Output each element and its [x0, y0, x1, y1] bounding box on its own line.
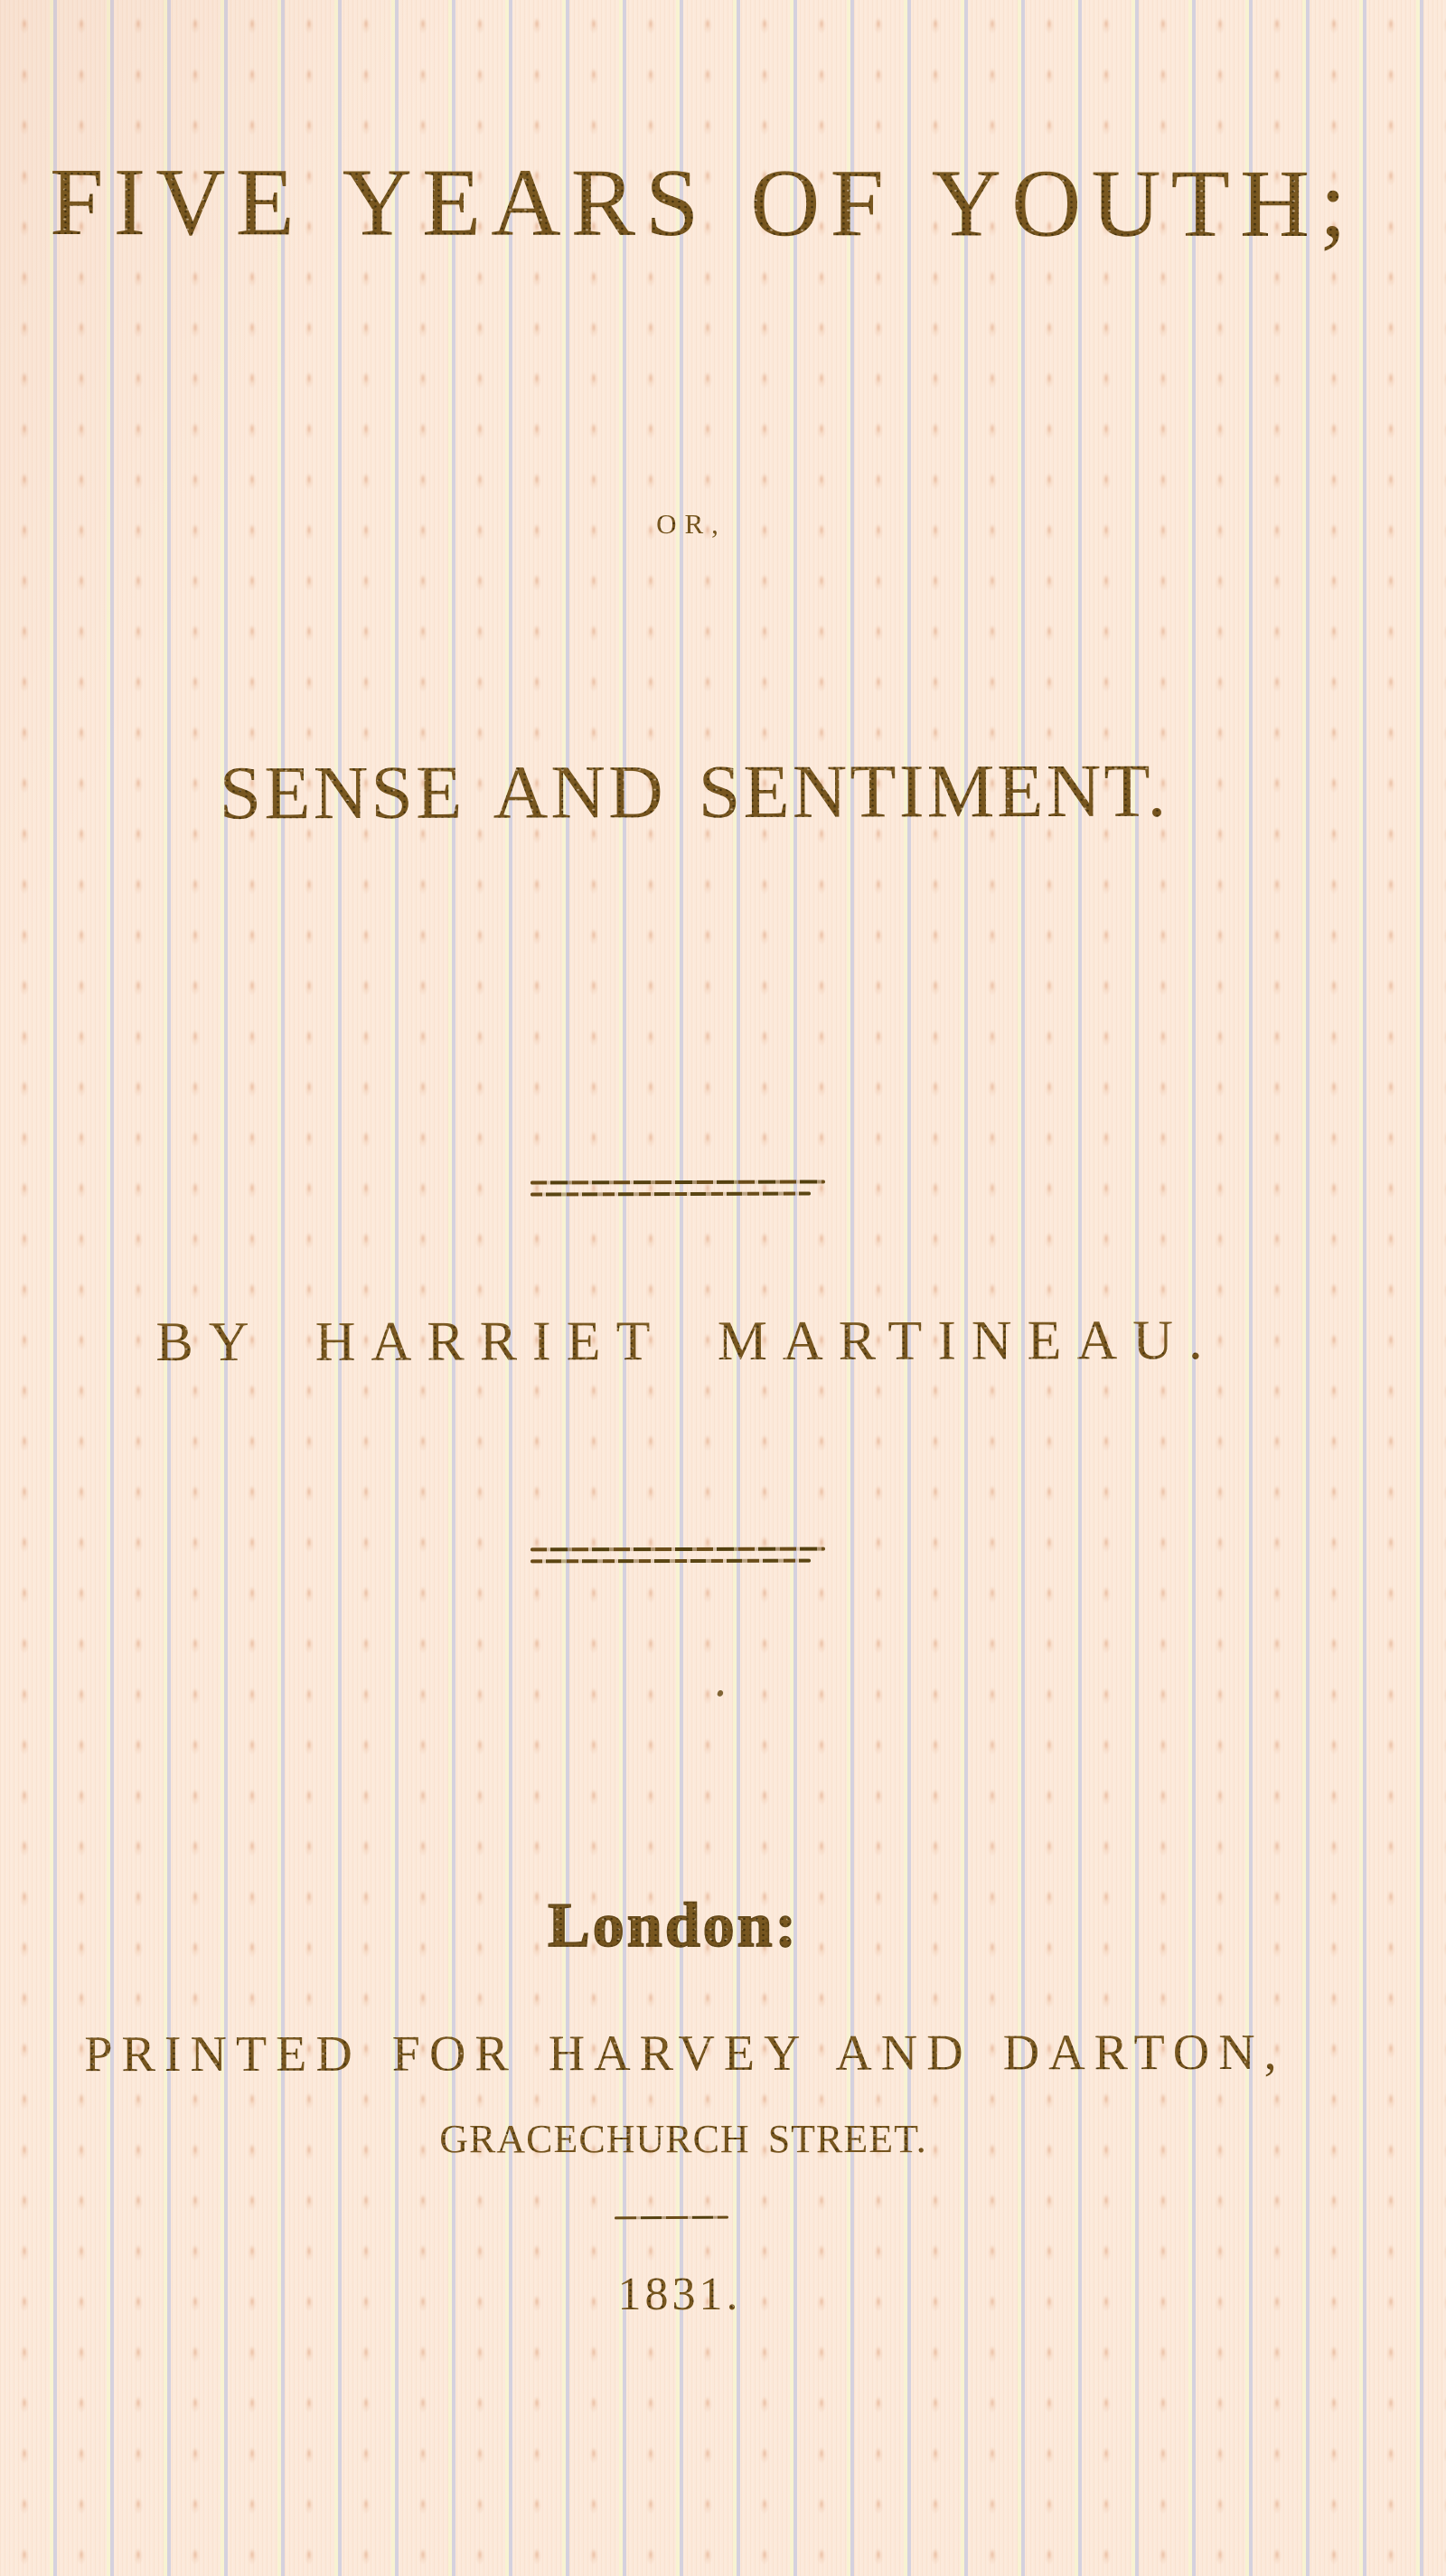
rule-bar [531, 1191, 811, 1196]
imprint-street-line: GRACECHURCH STREET. [0, 2120, 1406, 2159]
imprint-publisher-line: PRINTED FOR HARVEY AND DARTON, [0, 2027, 1408, 2081]
ink-speck [717, 1689, 724, 1697]
ornamental-double-rule-bottom [531, 1547, 825, 1564]
book-subtitle: SENSE AND SENTIMENT. [0, 753, 1417, 832]
rule-bar [531, 1547, 825, 1552]
book-title: FIVE YEARS OF YOUTH; [0, 155, 1426, 253]
rule-bar [531, 1180, 825, 1184]
title-or-label: OR, [0, 510, 1414, 538]
imprint-city: London: [0, 1894, 1396, 1958]
ornamental-double-rule-top [531, 1180, 825, 1196]
rule-bar [531, 1559, 811, 1564]
imprint-year: 1831. [0, 2271, 1403, 2318]
author-byline: BY HARRIET MARTINEAU. [0, 1312, 1410, 1371]
short-rule [615, 2216, 728, 2220]
